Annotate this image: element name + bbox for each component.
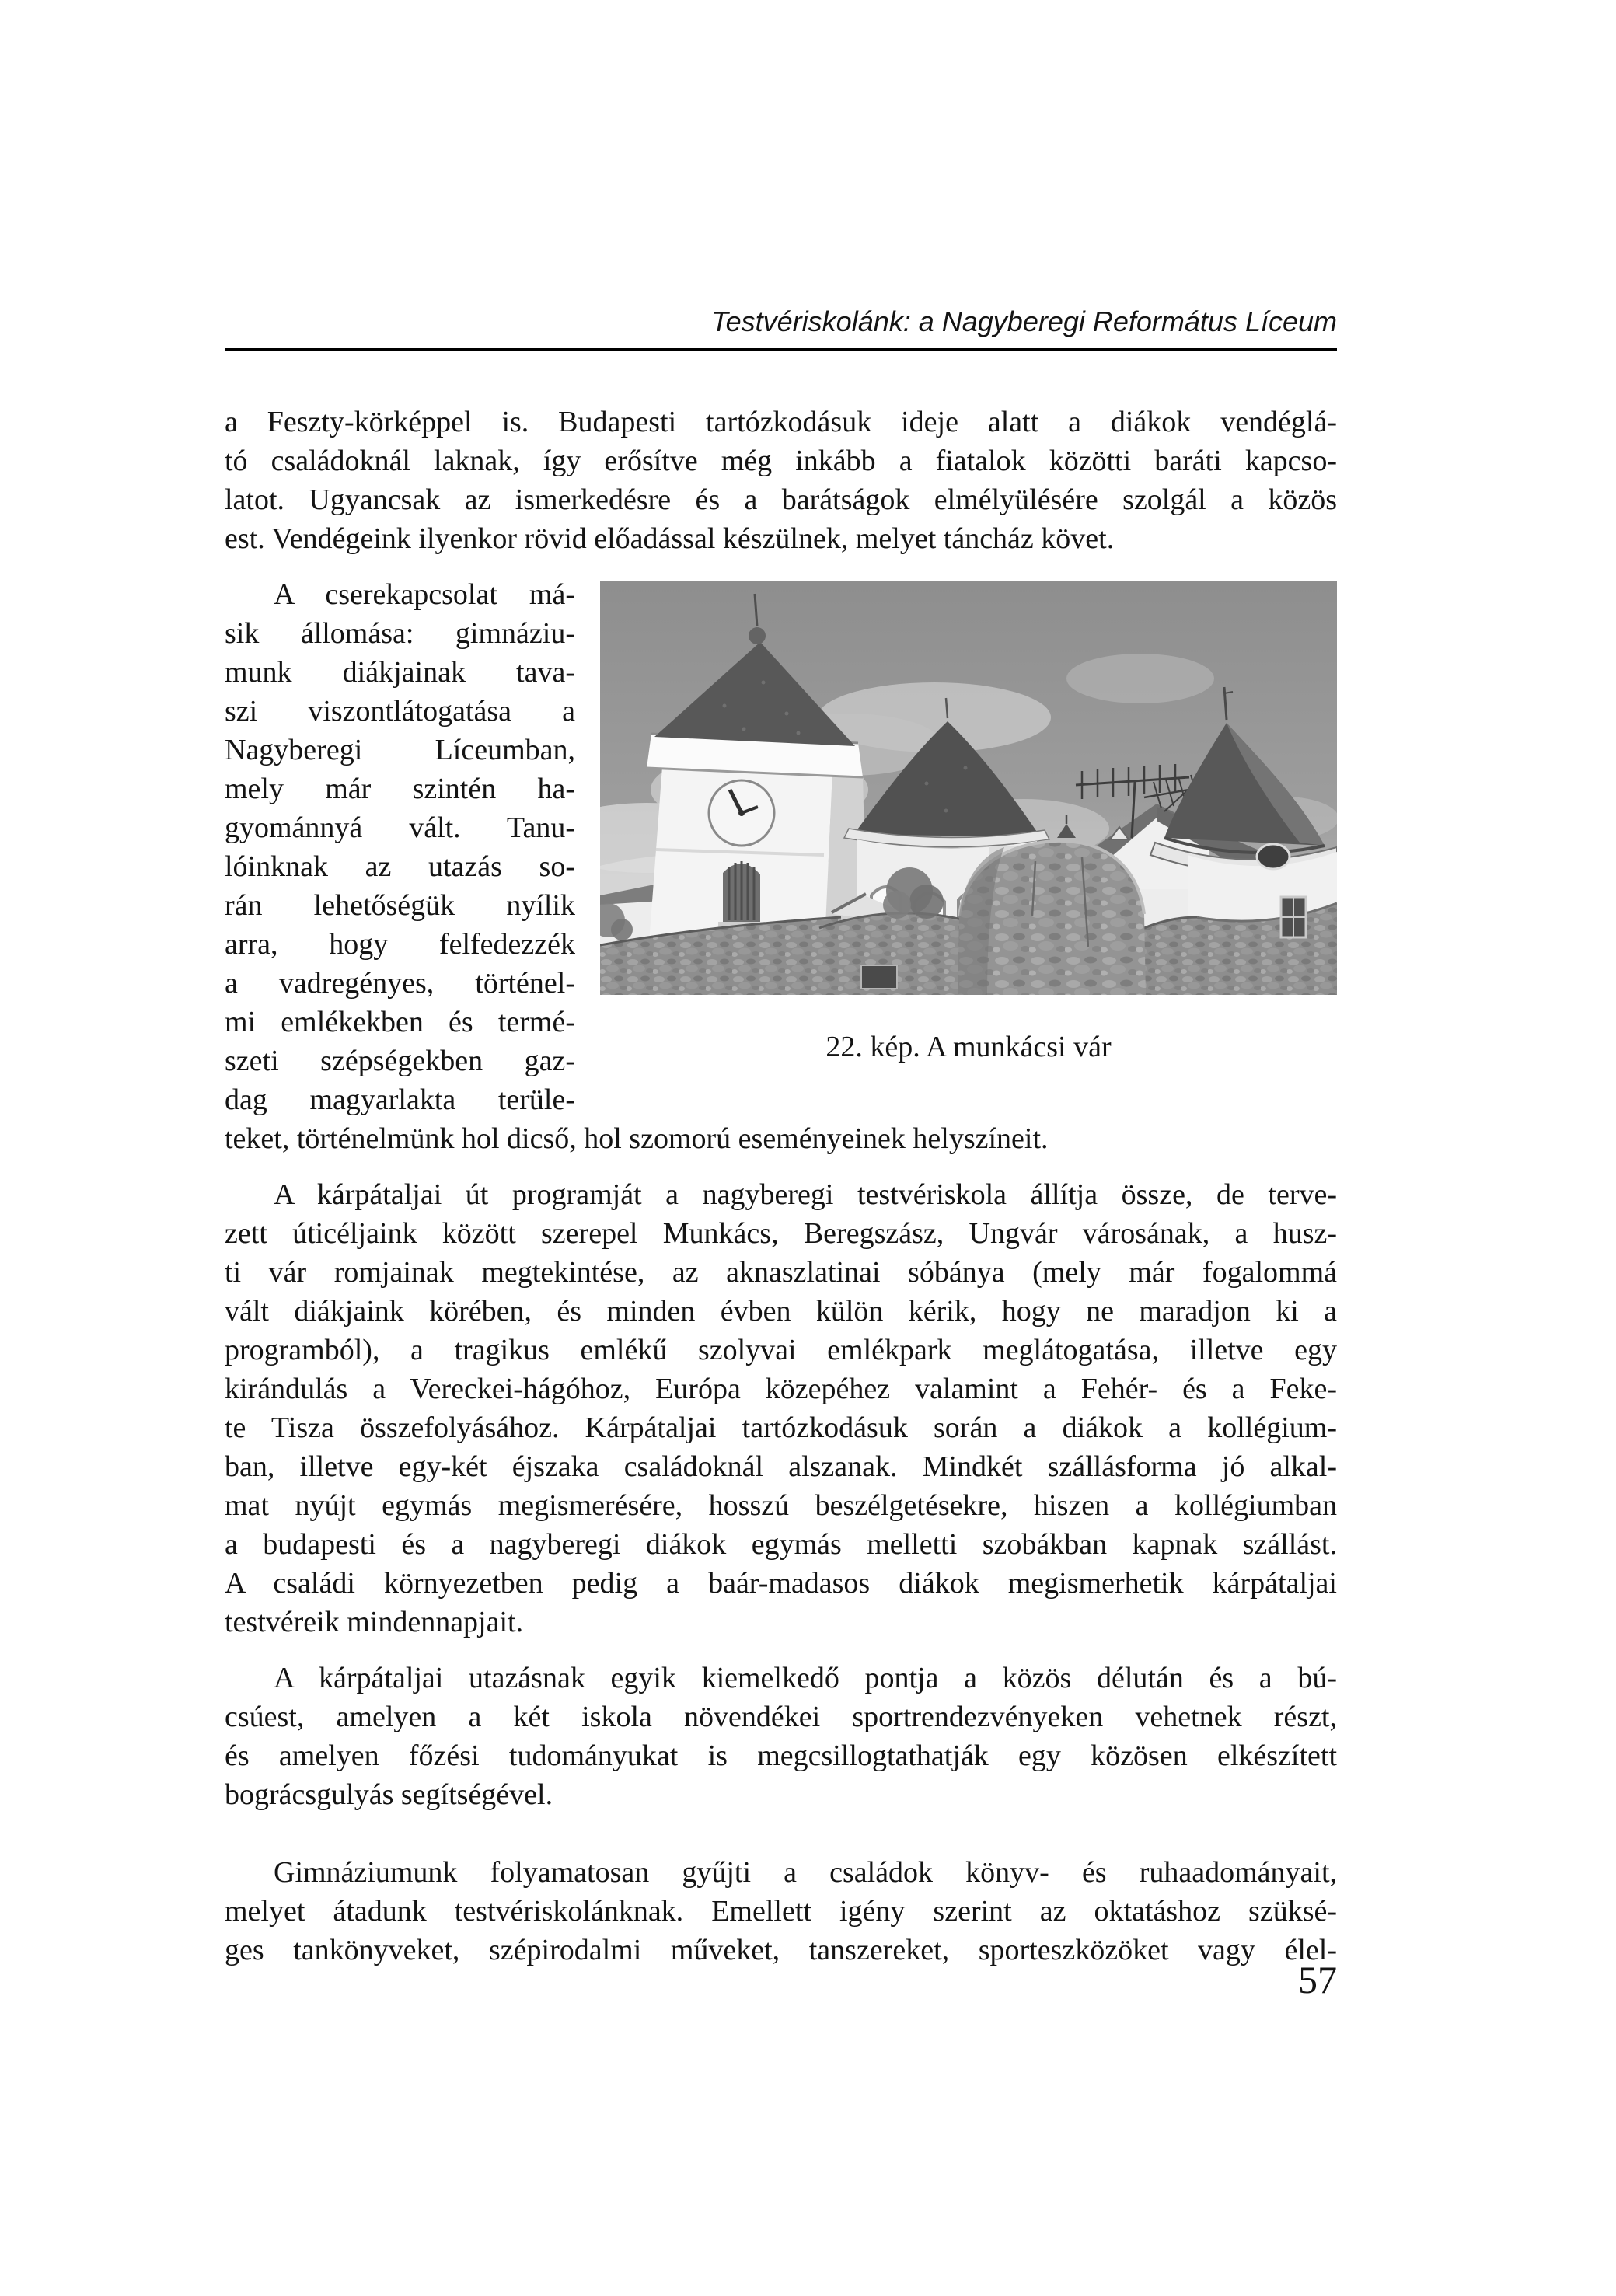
text-line: mi emlékekben és termé- [225, 1006, 575, 1038]
text-line: Nagyberegi Líceumban, [225, 734, 575, 766]
paragraph-4 [225, 1659, 1337, 1814]
text-line: ti vár romjainak megtekintése, az aknaszlatinai sóbánya (mely már fogalommá [225, 1256, 1337, 1289]
page-number: 57 [1298, 1958, 1337, 2001]
text-line: mely már szintén ha- [225, 773, 575, 805]
figure-caption: 22. kép. A munkácsi vár [825, 1031, 1112, 1063]
text-line: te Tisza összefolyásához. Kárpátaljai tartózkodásuk során a diákok a kollégium- [225, 1411, 1337, 1444]
text-line: teket, történelmünk hol dicső, hol szomorú eseményeinek helyszíneit. [225, 1122, 1049, 1155]
paragraph-5 [225, 1853, 1337, 1970]
text-line: gyománnyá vált. Tanu- [225, 811, 575, 844]
paragraph-1 [225, 403, 1337, 558]
text-line: vált diákjaink körében, és minden évben külön kérik, hogy ne maradjon ki a [225, 1295, 1337, 1328]
text-line: melyet átadunk testvériskolánknak. Emellett igény szerint az oktatáshoz szüksé- [225, 1895, 1337, 1928]
text-line: csúest, amelyen a két iskola növendékei sportrendezvényeken vehetnek részt, [225, 1701, 1337, 1733]
text-line: bográcsgulyás segítségével. [225, 1778, 553, 1811]
text-line: kirándulás a Vereckei-hágóhoz, Európa közepéhez valamint a Fehér- és a Feke- [225, 1373, 1337, 1405]
paragraph-3 [225, 1175, 1337, 1642]
text-line: a Feszty-körképpel is. Budapesti tartózkodásuk ideje alatt a diákok vendéglá- [225, 406, 1337, 438]
text-line: arra, hogy felfedezzék [225, 928, 575, 961]
text-line: latot. Ugyancsak az ismerkedésre és a barátságok elmélyülésére szolgál a közös [225, 483, 1337, 516]
text-line: A cserekapcsolat má- [274, 578, 575, 611]
text-line: programból), a tragikus emlékű szolyvai emlékpark meglátogatása, illetve egy [225, 1334, 1337, 1366]
text-line: sik állomása: gimnáziu- [225, 617, 575, 650]
text-line: Gimnáziumunk folyamatosan gyűjti a családok könyv- és ruhaadományait, [274, 1856, 1337, 1889]
text-line: szi viszontlátogatása a [225, 695, 575, 728]
text-line: A családi környezetben pedig a baár-madasos diákok megismerhetik kárpátaljai [225, 1567, 1337, 1600]
text-line: ban, illetve egy-két éjszaka családoknál alszanak. Mindkét szállásforma jó alkal- [225, 1450, 1337, 1483]
text-line: est. Vendégeink ilyenkor rövid előadással készülnek, melyet táncház követ. [225, 522, 1115, 555]
text-line: A kárpátaljai út programját a nagyberegi testvériskola állítja össze, de terve- [274, 1178, 1337, 1211]
text-line: tó családoknál laknak, így erősítve még inkább a fiatalok közötti baráti kapcso- [225, 445, 1337, 477]
text-line: szeti szépségekben gaz- [225, 1045, 575, 1077]
text-line: A kárpátaljai utazásnak egyik kiemelkedő pontja a közös délután és a bú- [274, 1662, 1337, 1694]
text-line: ges tankönyveket, szépirodalmi műveket, tanszereket, sporteszközöket vagy élel- [225, 1934, 1337, 1966]
text-line: és amelyen főzési tudományukat is megcsillogtathatják egy közösen elkészített [225, 1739, 1337, 1772]
text-line: a budapesti és a nagyberegi diákok egymás melletti szobákban kapnak szállást. [225, 1528, 1337, 1561]
text-line: testvéreik mindennapjait. [225, 1606, 524, 1638]
text-line: a vadregényes, történel- [225, 967, 575, 1000]
text-block [225, 305, 1337, 1987]
text-line: rán lehetőségük nyílik [225, 889, 575, 922]
text-line: munk diákjainak tava- [225, 656, 575, 689]
text-line: lóinknak az utazás so- [225, 850, 575, 883]
figure-munkacs-castle [600, 581, 1337, 1066]
text-line: zett úticéljaink között szerepel Munkács, Beregszász, Ungvár városának, a husz- [225, 1217, 1337, 1250]
castle-photo [600, 581, 1337, 995]
text-line: dag magyarlakta terüle- [225, 1083, 575, 1116]
text-line: mat nyújt egymás megismerésére, hosszú beszélgetésekre, hiszen a kollégiumban [225, 1489, 1337, 1522]
body-text [225, 403, 1337, 1970]
running-header: Testvériskolánk: a Nagyberegi Református Líceum [225, 305, 1337, 351]
